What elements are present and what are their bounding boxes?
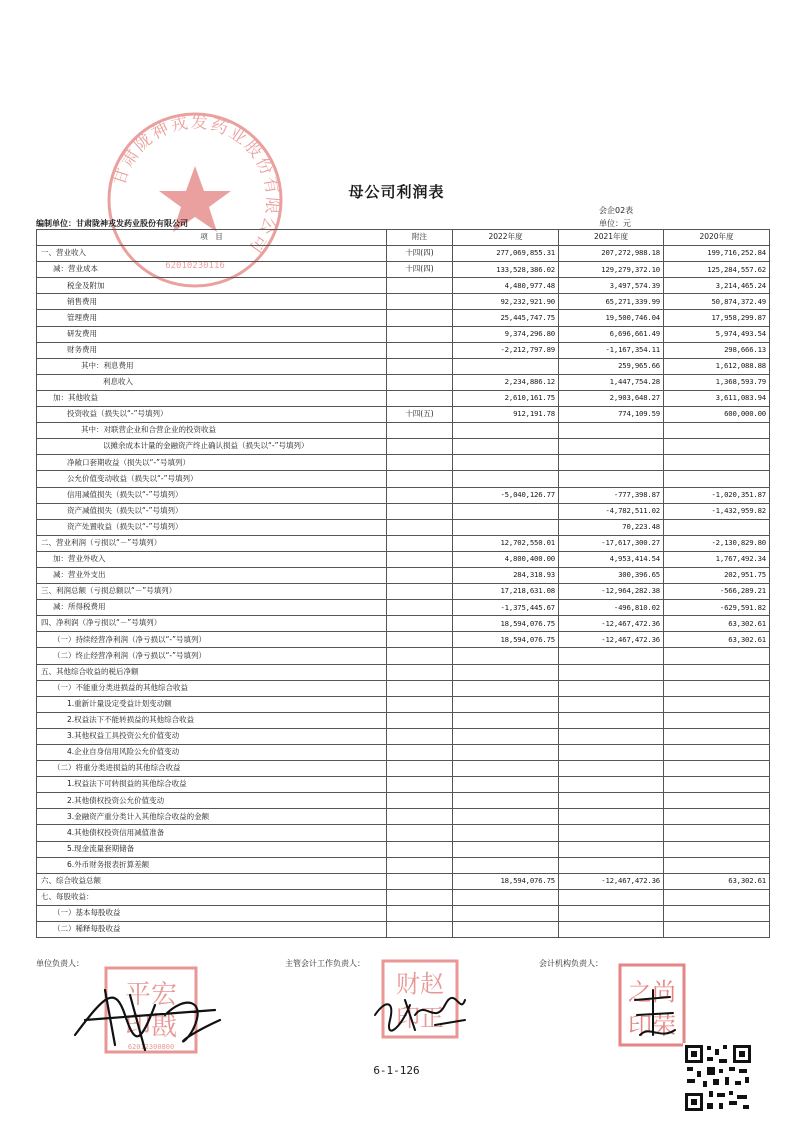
table-row	[37, 889, 770, 905]
row-value-2020	[664, 857, 770, 873]
row-value-2020: 1,767,492.34	[664, 551, 770, 567]
row-value-2020: 3,611,083.94	[664, 390, 770, 406]
row-note	[387, 310, 453, 326]
svg-text:印荣: 印荣	[628, 1012, 676, 1040]
row-value-2020	[664, 664, 770, 680]
row-value-2021	[559, 889, 664, 905]
row-value-2020	[664, 793, 770, 809]
table-row	[37, 616, 770, 632]
row-value-2020: 17,958,299.87	[664, 310, 770, 326]
row-value-2021	[559, 922, 664, 938]
row-value-2022	[453, 519, 559, 535]
row-value-2021	[559, 728, 664, 744]
row-note	[387, 567, 453, 583]
row-value-2022: -1,375,445.67	[453, 600, 559, 616]
row-value-2022: 2,234,886.12	[453, 374, 559, 390]
row-value-2021: 2,903,648.27	[559, 390, 664, 406]
qr-code-icon	[683, 1043, 753, 1113]
row-value-2020	[664, 889, 770, 905]
row-value-2020: 125,284,557.62	[664, 262, 770, 278]
row-item-label: 资产减值损失（损失以“-”号填列）	[37, 503, 387, 519]
row-item-label: （一）持续经营净利润（净亏损以“-”号填列）	[37, 632, 387, 648]
table-row	[37, 294, 770, 310]
table-row	[37, 551, 770, 567]
table-row	[37, 519, 770, 535]
table-row	[37, 503, 770, 519]
row-value-2020	[664, 455, 770, 471]
table-row	[37, 600, 770, 616]
row-note	[387, 519, 453, 535]
row-value-2021	[559, 455, 664, 471]
table-row	[37, 873, 770, 889]
row-value-2021: 207,272,988.18	[559, 246, 664, 262]
row-note	[387, 745, 453, 761]
row-value-2022	[453, 728, 559, 744]
row-value-2020: -2,130,829.80	[664, 535, 770, 551]
row-value-2020	[664, 745, 770, 761]
table-row	[37, 905, 770, 921]
row-value-2021: -12,964,282.38	[559, 584, 664, 600]
row-item-label: 3.金融资产重分类计入其他综合收益的金额	[37, 809, 387, 825]
svg-text:62012300800: 62012300800	[127, 1043, 175, 1051]
row-value-2020	[664, 423, 770, 439]
row-value-2022	[453, 793, 559, 809]
table-row	[37, 423, 770, 439]
row-value-2020	[664, 905, 770, 921]
row-note	[387, 503, 453, 519]
row-value-2021: 129,279,372.10	[559, 262, 664, 278]
row-value-2022	[453, 809, 559, 825]
row-value-2022	[453, 423, 559, 439]
table-row	[37, 439, 770, 455]
row-value-2020: 1,612,088.88	[664, 358, 770, 374]
row-note	[387, 535, 453, 551]
table-row	[37, 455, 770, 471]
table-row	[37, 922, 770, 938]
row-item-label: 3.其他权益工具投资公允价值变动	[37, 728, 387, 744]
accounting-head-label: 主管会计工作负责人：	[285, 959, 365, 968]
row-item-label: 二、营业利润（亏损以“－”号填列）	[37, 535, 387, 551]
row-item-label: 减：所得税费用	[37, 600, 387, 616]
unit-head-label: 单位负责人：	[36, 959, 84, 968]
column-header-item: 项 目	[37, 230, 387, 246]
row-note	[387, 793, 453, 809]
row-note	[387, 471, 453, 487]
row-value-2020: -1,020,351.87	[664, 487, 770, 503]
row-value-2021: -12,467,472.36	[559, 873, 664, 889]
row-note	[387, 825, 453, 841]
row-item-label: 1.权益法下可转损益的其他综合收益	[37, 777, 387, 793]
row-note	[387, 616, 453, 632]
row-value-2021	[559, 777, 664, 793]
row-value-2021: -496,810.02	[559, 600, 664, 616]
row-value-2020: 63,302.61	[664, 873, 770, 889]
row-value-2020	[664, 809, 770, 825]
accounting-head-signature	[365, 985, 475, 1045]
row-note	[387, 905, 453, 921]
table-row	[37, 262, 770, 278]
row-item-label: 2.权益法下不能转损益的其他综合收益	[37, 712, 387, 728]
row-value-2021	[559, 857, 664, 873]
row-value-2020: 63,302.61	[664, 632, 770, 648]
row-item-label: 公允价值变动收益（损失以“-”号填列）	[37, 471, 387, 487]
row-value-2022	[453, 922, 559, 938]
row-note	[387, 358, 453, 374]
row-value-2022	[453, 648, 559, 664]
table-row	[37, 374, 770, 390]
row-value-2021: -17,617,300.27	[559, 535, 664, 551]
row-value-2021: 774,109.59	[559, 407, 664, 423]
table-row	[37, 680, 770, 696]
row-value-2020	[664, 841, 770, 857]
row-value-2021: 3,497,574.39	[559, 278, 664, 294]
table-row	[37, 696, 770, 712]
row-item-label: 4.其他债权投资信用减值准备	[37, 825, 387, 841]
row-note	[387, 777, 453, 793]
row-value-2021: 259,965.66	[559, 358, 664, 374]
row-note	[387, 680, 453, 696]
row-value-2020: 1,368,593.79	[664, 374, 770, 390]
page-title: 母公司利润表	[348, 183, 445, 201]
table-row	[37, 648, 770, 664]
svg-text:印正: 印正	[396, 1004, 444, 1032]
row-value-2021	[559, 745, 664, 761]
table-row	[37, 342, 770, 358]
row-value-2020	[664, 519, 770, 535]
row-value-2020: 63,302.61	[664, 616, 770, 632]
row-value-2022	[453, 857, 559, 873]
row-value-2020	[664, 761, 770, 777]
row-item-label: 加：其他收益	[37, 390, 387, 406]
row-value-2020: 199,716,252.84	[664, 246, 770, 262]
row-item-label: 资产处置收益（损失以“-”号填列）	[37, 519, 387, 535]
row-value-2021	[559, 680, 664, 696]
svg-text:财赵: 财赵	[396, 970, 444, 998]
row-value-2020	[664, 471, 770, 487]
row-value-2022	[453, 455, 559, 471]
row-note	[387, 889, 453, 905]
row-note	[387, 374, 453, 390]
row-note	[387, 584, 453, 600]
row-value-2021: -1,167,354.11	[559, 342, 664, 358]
row-item-label: （二）终止经营净利润（净亏损以“-”号填列）	[37, 648, 387, 664]
row-item-label: 减：营业成本	[37, 262, 387, 278]
row-value-2021	[559, 664, 664, 680]
income-statement-table	[36, 229, 770, 938]
row-value-2021	[559, 471, 664, 487]
company-seal-text: 甘肃陇神戎发药业股份有限公司	[109, 112, 283, 258]
row-item-label: 管理费用	[37, 310, 387, 326]
row-value-2022	[453, 503, 559, 519]
row-item-label: 以摊余成本计量的金融资产终止确认损益（损失以“-”号填列）	[37, 439, 387, 455]
unit-head-signature	[45, 975, 245, 1055]
row-value-2020: -629,591.82	[664, 600, 770, 616]
row-item-label: 6.外币财务报表折算差额	[37, 857, 387, 873]
row-value-2022: 4,800,400.00	[453, 551, 559, 567]
row-item-label: 财务费用	[37, 342, 387, 358]
row-value-2021	[559, 905, 664, 921]
column-header-2020: 2020年度	[664, 230, 770, 246]
row-note	[387, 390, 453, 406]
row-note	[387, 600, 453, 616]
row-value-2022: 9,374,296.80	[453, 326, 559, 342]
row-note	[387, 841, 453, 857]
row-value-2022	[453, 841, 559, 857]
row-value-2020: 298,666.13	[664, 342, 770, 358]
table-row	[37, 745, 770, 761]
row-value-2022	[453, 358, 559, 374]
row-value-2020: 5,974,493.54	[664, 326, 770, 342]
row-value-2021: -777,398.87	[559, 487, 664, 503]
row-value-2022	[453, 745, 559, 761]
row-item-label: （二）将重分类进损益的其他综合收益	[37, 761, 387, 777]
svg-text:之尚: 之尚	[628, 978, 676, 1006]
row-item-label: 2.其他债权投资公允价值变动	[37, 793, 387, 809]
table-header-row	[37, 230, 770, 246]
row-value-2022: -2,212,797.89	[453, 342, 559, 358]
row-item-label: 六、综合收益总额	[37, 873, 387, 889]
table-row	[37, 584, 770, 600]
table-row	[37, 809, 770, 825]
row-value-2021	[559, 761, 664, 777]
row-value-2021: 6,696,661.49	[559, 326, 664, 342]
row-note	[387, 648, 453, 664]
row-item-label: （二）稀释每股收益	[37, 922, 387, 938]
row-value-2021	[559, 712, 664, 728]
row-value-2020: -566,289.21	[664, 584, 770, 600]
table-row	[37, 857, 770, 873]
row-value-2022: 18,594,076.75	[453, 632, 559, 648]
row-value-2020	[664, 439, 770, 455]
row-item-label: 其中：利息费用	[37, 358, 387, 374]
table-row	[37, 390, 770, 406]
row-value-2022	[453, 712, 559, 728]
row-item-label: 税金及附加	[37, 278, 387, 294]
row-item-label: 七、每股收益：	[37, 889, 387, 905]
row-value-2021: -12,467,472.36	[559, 632, 664, 648]
row-value-2022	[453, 905, 559, 921]
table-row	[37, 761, 770, 777]
row-value-2020	[664, 728, 770, 744]
row-item-label: 5.现金流量套期储备	[37, 841, 387, 857]
row-value-2022	[453, 471, 559, 487]
row-value-2022: 25,445,747.75	[453, 310, 559, 326]
row-value-2021: 19,500,746.04	[559, 310, 664, 326]
row-value-2020: 3,214,465.24	[664, 278, 770, 294]
column-header-2021: 2021年度	[559, 230, 664, 246]
row-value-2022	[453, 889, 559, 905]
row-value-2021: 65,271,339.99	[559, 294, 664, 310]
row-value-2021	[559, 825, 664, 841]
row-note	[387, 664, 453, 680]
row-note	[387, 278, 453, 294]
row-note	[387, 696, 453, 712]
row-note	[387, 487, 453, 503]
row-value-2021	[559, 439, 664, 455]
row-value-2022: 277,069,855.31	[453, 246, 559, 262]
row-value-2020	[664, 777, 770, 793]
row-value-2022: 912,191.78	[453, 407, 559, 423]
row-note	[387, 728, 453, 744]
table-row	[37, 825, 770, 841]
column-header-2022: 2022年度	[453, 230, 559, 246]
row-value-2022	[453, 439, 559, 455]
row-note	[387, 857, 453, 873]
accounting-org-head-signature	[625, 985, 685, 1045]
row-note	[387, 342, 453, 358]
row-value-2020	[664, 922, 770, 938]
row-item-label: 1.重新计量设定受益计划变动额	[37, 696, 387, 712]
table-row	[37, 777, 770, 793]
row-value-2020: 50,874,372.49	[664, 294, 770, 310]
svg-text:印戡: 印戡	[124, 1012, 178, 1042]
table-row	[37, 407, 770, 423]
row-note	[387, 326, 453, 342]
row-value-2022: 18,594,076.75	[453, 873, 559, 889]
row-value-2022	[453, 761, 559, 777]
row-note: 十四(四)	[387, 262, 453, 278]
row-item-label: （一）不能重分类进损益的其他综合收益	[37, 680, 387, 696]
table-row	[37, 358, 770, 374]
row-value-2021	[559, 423, 664, 439]
row-value-2022	[453, 696, 559, 712]
row-value-2022: 2,610,161.75	[453, 390, 559, 406]
row-item-label: 销售费用	[37, 294, 387, 310]
form-code: 会企02表	[599, 206, 634, 215]
table-row	[37, 712, 770, 728]
row-value-2022	[453, 825, 559, 841]
row-item-label: 四、净利润（净亏损以“－”号填列）	[37, 616, 387, 632]
row-value-2022	[453, 664, 559, 680]
row-value-2021	[559, 841, 664, 857]
row-note	[387, 809, 453, 825]
table-row	[37, 793, 770, 809]
table-row	[37, 664, 770, 680]
row-item-label: 减：营业外支出	[37, 567, 387, 583]
currency-unit: 单位：元	[599, 219, 631, 228]
row-note	[387, 712, 453, 728]
table-row	[37, 728, 770, 744]
row-value-2022: 133,528,386.02	[453, 262, 559, 278]
accounting-org-head-label: 会计机构负责人：	[539, 959, 603, 968]
row-note	[387, 439, 453, 455]
row-note: 十四(五)	[387, 407, 453, 423]
row-note	[387, 423, 453, 439]
row-value-2021: 4,953,414.54	[559, 551, 664, 567]
row-value-2020	[664, 648, 770, 664]
row-item-label: 利息收入	[37, 374, 387, 390]
row-value-2021: -4,782,511.02	[559, 503, 664, 519]
row-item-label: 加：营业外收入	[37, 551, 387, 567]
table-row	[37, 632, 770, 648]
company-seal-code: 62010230116	[165, 261, 225, 271]
row-item-label: 投资收益（损失以“-”号填列）	[37, 407, 387, 423]
table-row	[37, 310, 770, 326]
row-value-2022: 18,594,076.75	[453, 616, 559, 632]
row-value-2020	[664, 712, 770, 728]
row-value-2021	[559, 696, 664, 712]
row-value-2020	[664, 825, 770, 841]
row-note	[387, 873, 453, 889]
prepared-by: 编制单位：甘肃陇神戎发药业股份有限公司	[36, 219, 188, 228]
table-row	[37, 535, 770, 551]
row-item-label: 研发费用	[37, 326, 387, 342]
row-note: 十四(四)	[387, 246, 453, 262]
row-note	[387, 632, 453, 648]
table-row	[37, 326, 770, 342]
row-value-2022	[453, 777, 559, 793]
row-note	[387, 455, 453, 471]
row-note	[387, 294, 453, 310]
row-item-label: 一、营业收入	[37, 246, 387, 262]
row-note	[387, 761, 453, 777]
row-value-2020	[664, 696, 770, 712]
row-item-label: 五、其他综合收益的税后净额	[37, 664, 387, 680]
row-value-2022	[453, 680, 559, 696]
row-value-2020	[664, 680, 770, 696]
column-header-note: 附注	[387, 230, 453, 246]
table-row	[37, 246, 770, 262]
row-value-2020: 600,000.00	[664, 407, 770, 423]
row-note	[387, 922, 453, 938]
row-value-2021	[559, 809, 664, 825]
row-item-label: 信用减值损失（损失以“-”号填列）	[37, 487, 387, 503]
table-row	[37, 278, 770, 294]
row-value-2020: 202,951.75	[664, 567, 770, 583]
row-value-2022: 92,232,921.90	[453, 294, 559, 310]
row-value-2021	[559, 793, 664, 809]
table-row	[37, 471, 770, 487]
table-row	[37, 567, 770, 583]
table-row	[37, 841, 770, 857]
page-number: 6-1-126	[373, 1064, 420, 1077]
row-value-2021: -12,467,472.36	[559, 616, 664, 632]
row-item-label: 4.企业自身信用风险公允价值变动	[37, 745, 387, 761]
row-item-label: 三、利润总额（亏损总额以“－”号填列）	[37, 584, 387, 600]
row-value-2022: -5,040,126.77	[453, 487, 559, 503]
row-value-2022: 12,702,550.01	[453, 535, 559, 551]
row-value-2021	[559, 648, 664, 664]
svg-text:平宏: 平宏	[124, 980, 178, 1010]
row-note	[387, 551, 453, 567]
row-value-2021: 1,447,754.28	[559, 374, 664, 390]
row-value-2020: -1,432,959.82	[664, 503, 770, 519]
row-value-2021: 70,223.48	[559, 519, 664, 535]
row-item-label: 其中：对联营企业和合营企业的投资收益	[37, 423, 387, 439]
row-value-2022: 284,318.93	[453, 567, 559, 583]
row-value-2022: 4,480,977.48	[453, 278, 559, 294]
row-value-2022: 17,218,631.08	[453, 584, 559, 600]
table-row	[37, 487, 770, 503]
row-item-label: 净敞口套期收益（损失以“-”号填列）	[37, 455, 387, 471]
row-value-2021: 300,396.65	[559, 567, 664, 583]
row-item-label: （一）基本每股收益	[37, 905, 387, 921]
